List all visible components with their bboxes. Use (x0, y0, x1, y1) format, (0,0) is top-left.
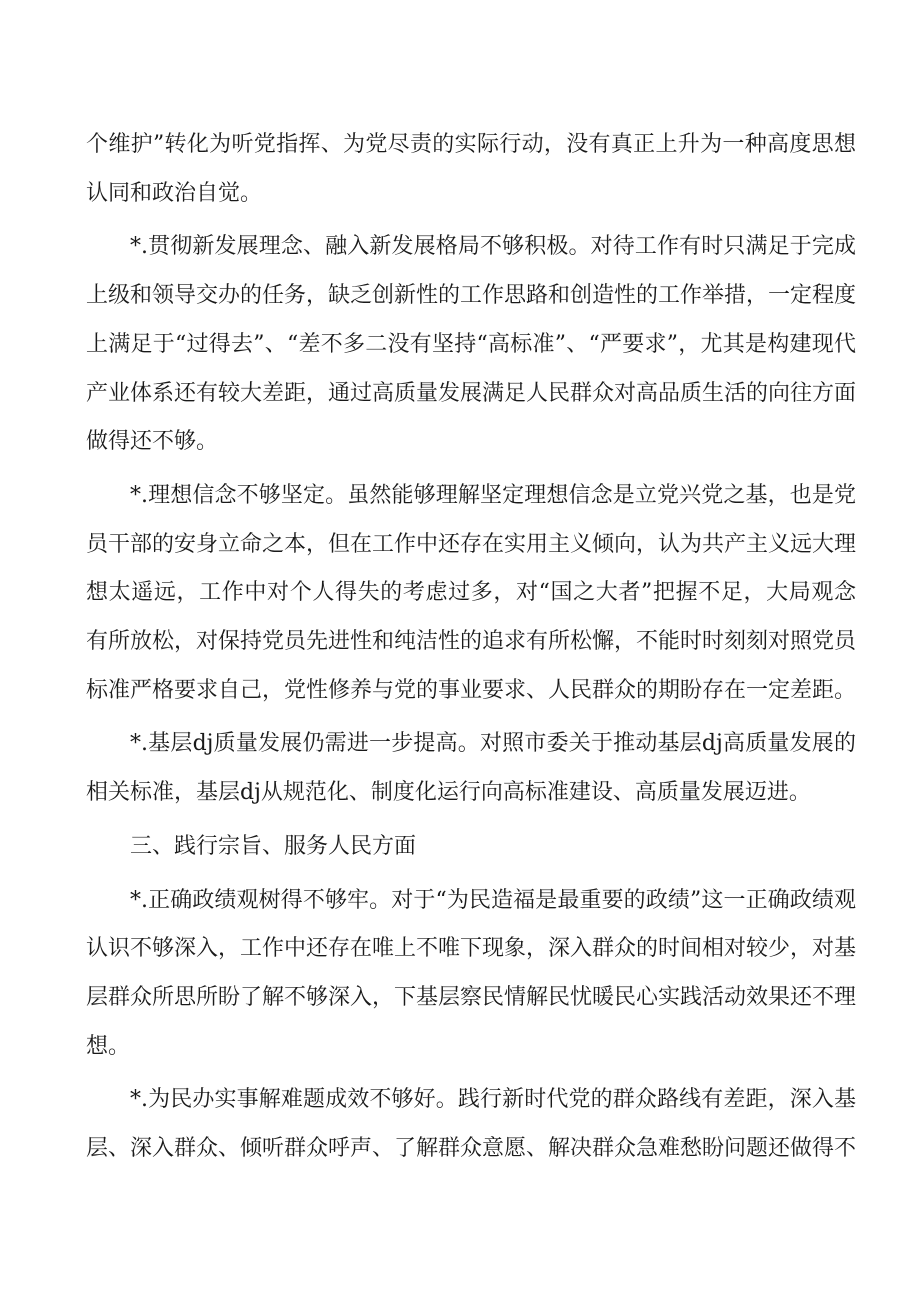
document-body (86, 121, 856, 1174)
paragraph-practical-matters: *.为民办实事解难题成效不够好。践行新时代党的群众路线有差距，深入基层、深入群众、倾听群众呼声、了解群众意愿、解决群众急难愁盼问题还做得不 (86, 1087, 857, 1162)
paragraph-continuation: 个维护”转化为听党指挥、为党尽责的实际行动，没有真正上升为一种高度思想认同和政治自觉。 (86, 132, 856, 206)
section-heading-serve-people: 三、践行宗旨、服务人民方面 (130, 833, 417, 859)
paragraph-ideals-beliefs: *.理想信念不够坚定。虽然能够理解坚定理想信念是立党兴党之基，也是党员干部的安身立命之本，但在工作中还存在实用主义倾向，认为共产主义远大理想太遥远，工作中对个人得失的考虑过多，对“国之大者”把握不足，大局观念有所放松，对保持党员先进性和纯洁性的追求有所松懈，不能时时刻刻对照党员标准严格要求自己，党性修养与党的事业要求、人民群众的期盼存在一定差距。 (86, 482, 857, 703)
paragraph-grassroots-quality: *.基层dj质量发展仍需进一步提高。对照市委关于推动基层dj高质量发展的相关标准，基层dj从规范化、制度化运行向高标准建设、高质量发展迈进。 (86, 731, 856, 806)
paragraph-performance-view: *.正确政绩观树得不够牢。对于“为民造福是最重要的政绩”这一正确政绩观认识不够深入，工作中还存在唯上不唯下现象，深入群众的时间相对较少，对基层群众所思所盼了解不够深入，下基层察民情解民忧暖民心实践活动效果还不理想。 (86, 887, 857, 1059)
paragraph-new-development-concept: *.贯彻新发展理念、融入新发展格局不够积极。对待工作有时只满足于完成上级和领导交办的任务，缺乏创新性的工作思路和创造性的工作举措，一定程度上满足于“过得去”、“差不多二没有坚持“高标准”、“严要求”，尤其是构建现代产业体系还有较大差距，通过高质量发展满足人民群众对高品质生活的向往方面做得还不够。 (86, 234, 857, 455)
